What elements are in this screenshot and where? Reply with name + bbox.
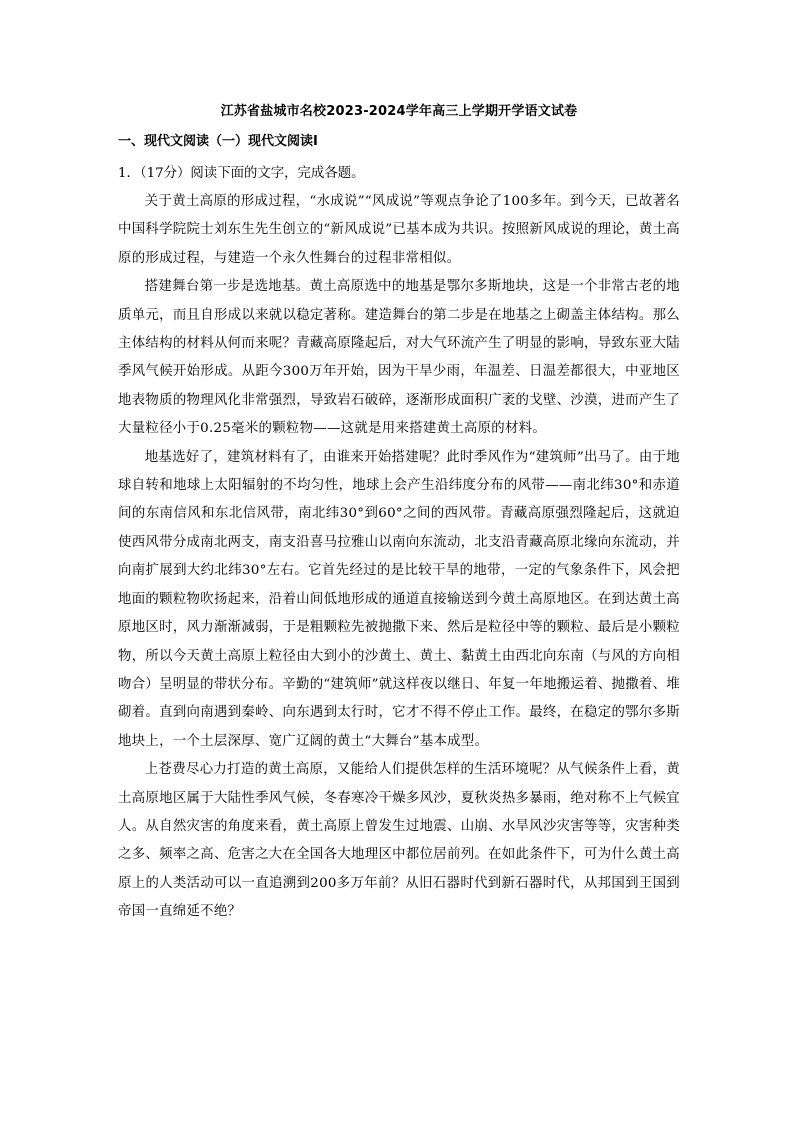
document-title: 江苏省盐城市名校2023-2024学年高三上学期开学语文试卷 — [220, 104, 578, 119]
question-prompt: 1．（17分）阅读下面的文字，完成各题。 — [118, 166, 365, 181]
paragraph-1: 关于黄土高原的形成过程，“水成说”“风成说”等观点争论了100多年。到今天，已故著名中国科学院院士刘东生先生创立的“新风成说”已基本成为共识。按照新风成说的理论，黄土高原的形成过程，与建造一个永久性舞台的过程非常相似。 — [118, 194, 680, 266]
paragraph-2: 搭建舞台第一步是选地基。黄土高原选中的地基是鄂尔多斯地块，这是一个非常古老的地质单元，而且自形成以来就以稳定著称。建造舞台的第二步是在地基之上砌盖主体结构。那么主体结构的材料从何而来呢？青藏高原隆起后，对大气环流产生了明显的影响，导致东亚大陆季风气候开始形成。从距今300万年开始，因为干旱少雨，年温差、日温差都很大，中亚地区地表物质的物理风化非常强烈，导致岩石破碎，逐渐形成面积广袤的戈壁、沙漠，进而产生了大量粒径小于0.25毫米的颗粒物——这就是用来搭建黄土高原的材料。 — [118, 279, 680, 437]
section-heading: 一、现代文阅读（一）现代文阅读Ⅰ — [118, 134, 318, 149]
paragraph-3: 地基选好了，建筑材料有了，由谁来开始搭建呢？此时季风作为“建筑师”出马了。由于地球自转和地球上太阳辐射的不均匀性，地球上会产生沿纬度分布的风带——南北纬30°和赤道间的东南信风和东北信风带，南北纬30°到60°之间的西风带。青藏高原强烈隆起后，这就迫使西风带分成南北两支，南支沿喜马拉雅山以南向东流动，北支沿青藏高原北缘向东流动，并向南扩展到大约北纬30°左右。它首先经过的是比较干旱的地带，一定的气象条件下，风会把地面的颗粒物吹扬起来，沿着山间低地形成的通道直接输送到今黄土高原地区。在到达黄土高原地区时，风力渐渐减弱，于是粗颗粒先被抛撒下来、然后是粒径中等的颗粒、最后是小颗粒物，所以今天黄土高原上粒径由大到小的沙黄土、黄土、黏黄土由西北向东南（与风的方向相吻合）呈明显的带状分布。辛勤的“建筑师”就这样夜以继日、年复一年地搬运着、抛撒着、堆砌着。直到向南遇到秦岭、向东遇到太行时，它才不得不停止工作。最终，在稳定的鄂尔多斯地块上，一个土层深厚、宽广辽阔的黄土“大舞台”基本成型。 — [118, 449, 680, 749]
paragraph-4: 上苍费尽心力打造的黄土高原，又能给人们提供怎样的生活环境呢？从气候条件上看，黄土高原地区属于大陆性季风气候，冬春寒冷干燥多风沙，夏秋炎热多暴雨，绝对称不上气候宜人。从自然灾害的角度来看，黄土高原上曾发生过地震、山崩、水旱风沙灾害等等，灾害种类之多、频率之高、危害之大在全国各大地理区中都位居前列。在如此条件下，可为什么黄土高原上的人类活动可以一直追溯到200多万年前？从旧石器时代到新石器时代，从邦国到王国到帝国一直绵延不绝？ — [118, 762, 680, 920]
document-content — [118, 100, 680, 927]
